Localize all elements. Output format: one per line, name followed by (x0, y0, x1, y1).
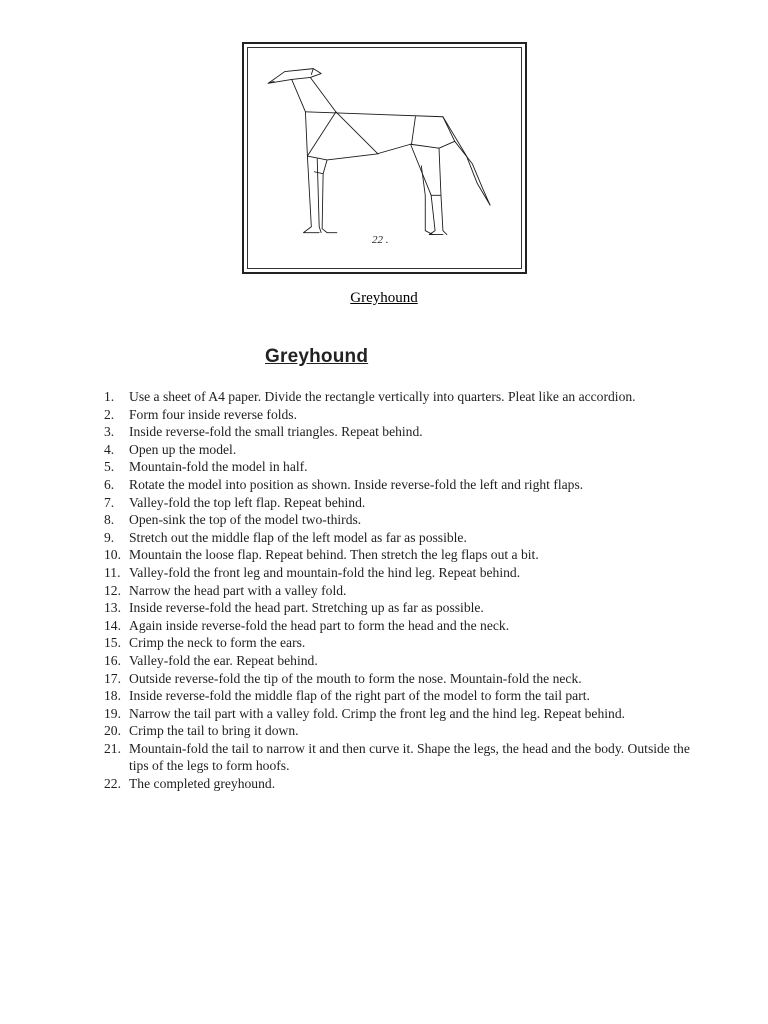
step-text: Outside reverse-fold the tip of the mouth to form the nose. Mountain-fold the neck. (129, 670, 582, 686)
step-number: 6. (104, 476, 115, 492)
step-number: 2. (104, 406, 115, 422)
step-number: 11. (104, 564, 121, 580)
list-item (104, 406, 694, 424)
step-number: 15. (104, 635, 121, 651)
list-item (104, 546, 694, 564)
step-number: 19. (104, 705, 121, 721)
list-item (104, 634, 694, 652)
step-text: Inside reverse-fold the head part. Stretching up as far as possible. (129, 600, 484, 616)
step-text: Inside reverse-fold the middle flap of the right part of the model to form the tail part. (129, 688, 590, 704)
step-number: 17. (104, 670, 121, 686)
step-number: 4. (104, 441, 115, 457)
step-number: 7. (104, 494, 115, 510)
list-item (104, 494, 694, 512)
list-item (104, 740, 694, 775)
instruction-steps-list (104, 388, 694, 793)
step-text: Rotate the model into position as shown. Inside reverse-fold the left and right flaps. (129, 476, 584, 492)
list-item (104, 687, 694, 705)
list-item (104, 670, 694, 688)
list-item (104, 423, 694, 441)
step-number: 20. (104, 723, 121, 739)
figure-caption: Greyhound (350, 290, 418, 306)
list-item (104, 582, 694, 600)
list-item (104, 617, 694, 635)
list-item (104, 599, 694, 617)
step-text: Inside reverse-fold the small triangles. Repeat behind. (129, 424, 423, 440)
step-number: 10. (104, 547, 121, 563)
list-item (104, 511, 694, 529)
step-number: 9. (104, 529, 115, 545)
list-item (104, 441, 694, 459)
step-text: Valley-fold the top left flap. Repeat behind. (129, 494, 366, 510)
step-number: 8. (104, 512, 115, 528)
step-text: Crimp the tail to bring it down. (129, 723, 299, 739)
step-number: 1. (104, 389, 115, 404)
step-text: Mountain-fold the tail to narrow it and then curve it. Shape the legs, the head and the body. Outside the tips of the legs to form hoofs. (129, 740, 690, 774)
step-text: Valley-fold the ear. Repeat behind. (129, 652, 318, 668)
step-text: Open-sink the top of the model two-thirds. (129, 512, 362, 528)
step-text: Again inside reverse-fold the head part to form the head and the neck. (129, 617, 510, 633)
greyhound-figure-frame (242, 42, 527, 274)
step-text: Crimp the neck to form the ears. (129, 635, 306, 651)
list-item (104, 775, 694, 793)
step-number: 16. (104, 652, 121, 668)
step-number: 5. (104, 459, 115, 475)
list-item (104, 388, 694, 406)
page-title: Greyhound (265, 346, 369, 367)
step-text: Mountain the loose flap. Repeat behind. Then stretch the leg flaps out a bit. (129, 547, 539, 563)
list-item (104, 564, 694, 582)
list-item (104, 458, 694, 476)
step-number: 14. (104, 617, 121, 633)
step-text: Mountain-fold the model in half. (129, 459, 308, 475)
step-text: The completed greyhound. (129, 776, 276, 792)
greyhound-figure (247, 47, 522, 269)
figure-number-label: 22 . (372, 234, 389, 246)
step-number: 3. (104, 424, 115, 440)
step-text: Form four inside reverse folds. (129, 406, 297, 422)
step-text: Valley-fold the front leg and mountain-fold the hind leg. Repeat behind. (129, 564, 521, 580)
step-number: 12. (104, 582, 121, 598)
step-text: Stretch out the middle flap of the left model as far as possible. (129, 529, 467, 545)
list-item (104, 705, 694, 723)
step-text: Narrow the tail part with a valley fold. Crimp the front leg and the hind leg. Repeat behind. (129, 705, 626, 721)
list-item (104, 652, 694, 670)
step-number: 13. (104, 600, 121, 616)
list-item (104, 529, 694, 547)
step-text: Use a sheet of A4 paper. Divide the rectangle vertically into quarters. Pleat like an accordion. (129, 389, 636, 404)
list-item (104, 476, 694, 494)
step-text: Open up the model. (129, 441, 237, 457)
step-text: Narrow the head part with a valley fold. (129, 582, 347, 598)
list-item (104, 722, 694, 740)
step-number: 22. (104, 776, 121, 792)
step-number: 18. (104, 688, 121, 704)
step-number: 21. (104, 740, 121, 756)
